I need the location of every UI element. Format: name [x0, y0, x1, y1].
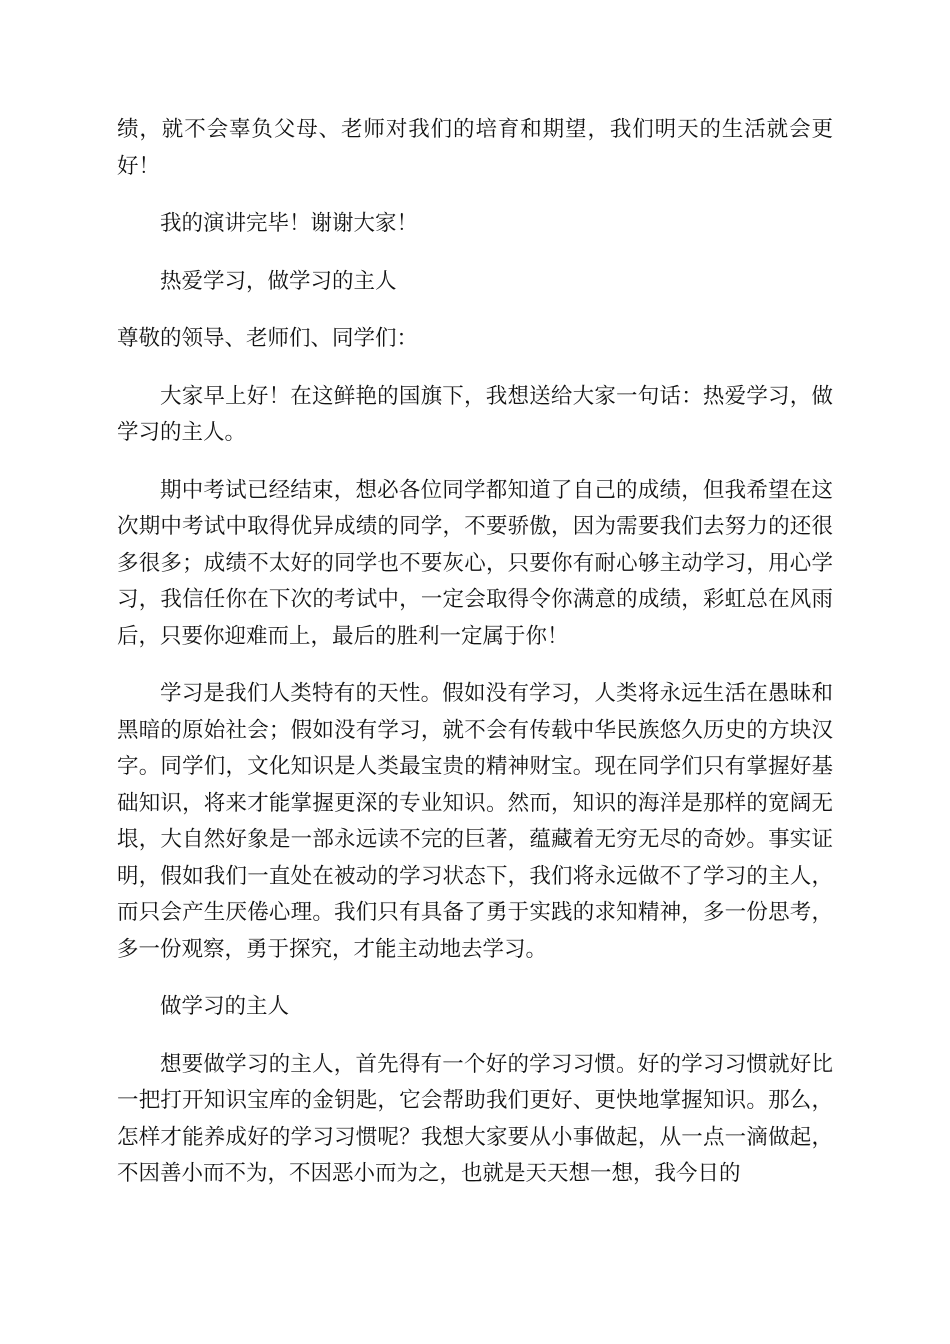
- paragraph-habits: 想要做学习的主人，首先得有一个好的学习习惯。好的学习习惯就好比一把打开知识宝库的金钥匙，它会帮助我们更好、更快地掌握知识。那么，怎样才能养成好的学习习惯呢？我想大家要从小事做起，从一点一滴做起，不因善小而不为，不因恶小而为之，也就是天天想一想，我今日的: [117, 1051, 833, 1186]
- paragraph-learning-nature: 学习是我们人类特有的天性。假如没有学习，人类将永远生活在愚昧和黑暗的原始社会；假如没有学习，就不会有传载中华民族悠久历史的方块汉字。同学们，文化知识是人类最宝贵的精神财宝。现在同学们只有掌握好基础知识，将来才能掌握更深的专业知识。然而，知识的海洋是那样的宽阔无垠，大自然好象是一部永远读不完的巨著，蕴藏着无穷无尽的奇妙。事实证明，假如我们一直处在被动的学习状态下，我们将永远做不了学习的主人，而只会产生厌倦心理。我们只有具备了勇于实践的求知精神，多一份思考，多一份观察，勇于探究，才能主动地去学习。: [117, 681, 833, 962]
- paragraph-greeting: 大家早上好！在这鲜艳的国旗下，我想送给大家一句话：热爱学习，做学习的主人。: [117, 383, 833, 445]
- document-body: [117, 112, 833, 1214]
- paragraph-exam: 期中考试已经结束，想必各位同学都知道了自己的成绩，但我希望在这次期中考试中取得优异成绩的同学，不要骄傲，因为需要我们去努力的还很多很多；成绩不太好的同学也不要灰心，只要你有耐心够主动学习，用心学习，我信任你在下次的考试中，一定会取得令你满意的成绩，彩虹总在风雨后，只要你迎难而上，最后的胜利一定属于你！: [117, 477, 833, 649]
- paragraph-closing: 我的演讲完毕！谢谢大家！: [160, 211, 419, 236]
- paragraph-continuation: 绩，就不会辜负父母、老师对我们的培育和期望，我们明天的生活就会更好！: [117, 117, 833, 179]
- salutation: 尊敬的领导、老师们、同学们：: [117, 326, 419, 351]
- speech-title: 热爱学习，做学习的主人: [160, 268, 397, 294]
- section-heading: 做学习的主人: [160, 994, 290, 1019]
